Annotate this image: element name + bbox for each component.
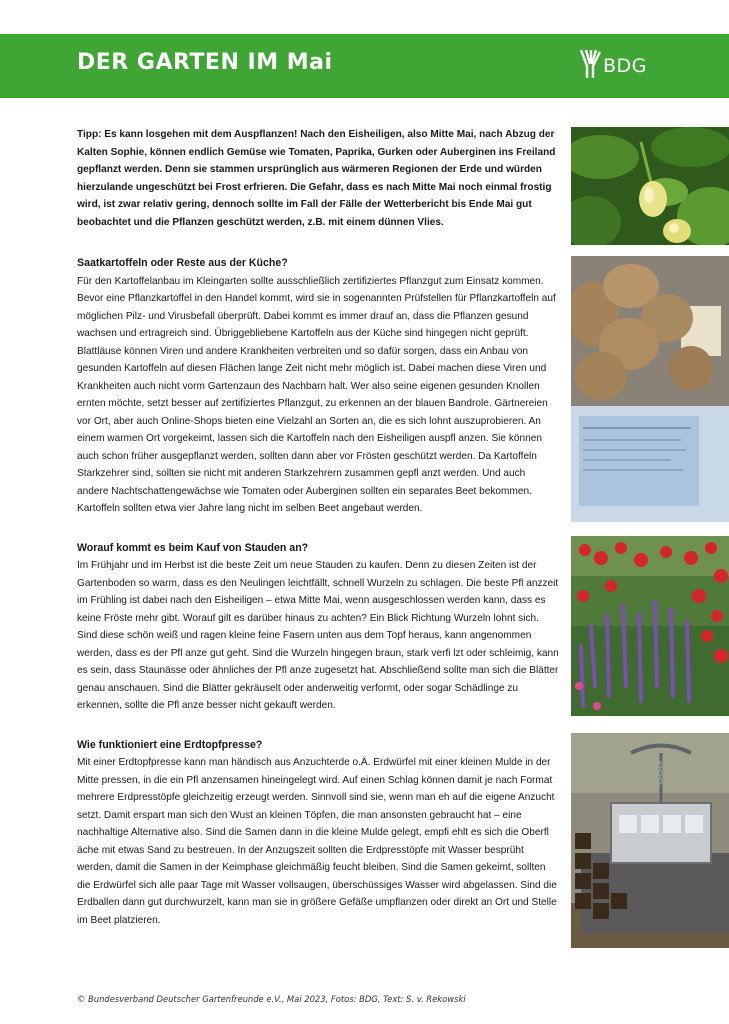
photo-soil-block-press xyxy=(571,733,729,948)
photo-seed-potatoes xyxy=(571,256,729,522)
page-title: DER GARTEN IM Mai xyxy=(77,50,333,75)
intro-tip: Tipp: Es kann losgehen mit dem Auspflanzen! Nach den Eisheiligen, also Mitte Mai, nach Abzug der Kalten Sophie, können endlich Gemüse wie Tomaten, Paprika, Gurken oder Auberginen ins Freiland gepflanzt werden. Denn sie stammen ursprünglich aus wärmeren Regionen der Erde und würden hierzulande ungeschützt bei Frost erfrieren. Die Gefahr, dass es nach Mitte Mai noch einmal frostig wird, ist zwar relativ gering, dennoch sollte im Fall der Fälle der Wetterbericht bis Ende Mai gut beobachtet und die Pflanzen geschützt werden, z.B. mit einem dünnen Vlies. xyxy=(77,129,556,228)
section-heading-potatoes: Saatkartoffeln oder Reste aus der Küche? xyxy=(77,257,288,269)
section-body-potatoes: Für den Kartoffelanbau im Kleingarten sollte ausschließlich zertifiziertes Pflanzgut zum Einsatz kommen. Bevor eine Pflanzkartoffel in den Handel kommt, wird sie in sogenannten Prüfstellen für Pflanzkartoffeln auf möglichen Pilz- und Virusbefall überprüft. Dabei kommt es immer drauf an, dass die Pflanzen gesund wachsen und ertragreich sind. Übriggebliebene Kartoffeln aus der Küche sind hingegen nicht geprüft. Blattläuse können Viren und andere Krankheiten verbreiten und so dafür sorgen, dass ein Anbau von gesunden Kartoffeln auf diesen Flächen lange Zeit nicht mehr möglich ist. Dabei machen diese Viren und Krankheiten auch nicht vorm Gartenzaun des Nachbarn halt. Wer also seine eigenen gesunden Knollen ernten möchte, setzt besser auf zertifiziertes Pflanzgut, zu erkennen an der blauen Bandrole. Gärtnereien vor Ort, aber auch Online-Shops bieten eine Vielzahl an Sorten an, die es sich lohnt auszuprobieren. An einem warmen Ort vorgekeimt, lassen sich die Kartoffeln nach den Eisheiligen auspfl anzen. Sie können auch schon früher ausgepflanzt werden, sollten dann aber vor Frösten geschützt werden. Da Kartoffeln Starkzehrer sind, sollten sie nicht mit anderen Starkzehrern zusammen gepfl anzt werden. Und auch andere Nachtschattengewächse wie Tomaten oder Auberginen sollten ein separates Beet bekommen. Kartoffeln sollten etwa vier Jahre lang nicht im selben Beet angebaut werden. xyxy=(77,275,556,514)
bdg-logo-mark-icon xyxy=(579,48,601,80)
article-body xyxy=(77,126,559,951)
footer-credit: © Bundesverband Deutscher Gartenfreunde e.V., Mai 2023, Fotos: BDG, Text: S. v. Rekowski xyxy=(77,994,466,1004)
bdg-logo xyxy=(579,48,659,80)
bdg-logo-text: BDG xyxy=(603,55,647,77)
section-body-soil-block-press: Mit einer Erdtopfpresse kann man händisch aus Anzuchterde o.Ä. Erdwürfel mit einer kleinen Mulde in der Mitte pressen, in die ein Pfl anzensamen hineingelegt wird. Auf einen Schlag können damit je nach Format mehrere Erdpresstöpfe gleichzeitig erzeugt werden. Sinnvoll sind sie, wenn man eh auf die eigene Anzucht setzt. Damit erspart man sich den Wust an kleinen Töpfen, die man ansonsten gebraucht hat – eine nachhaltige Alternative also. Sind die Samen dann in die kleine Mulde gelegt, empfi ehlt es sich die Oberfl äche mit etwas Sand zu bestreuen. In der Anzugszeit sollten die Erdpresstöpfe mit Wasser besprüht werden, damit die Samen in der Keimphase gleichmäßig feucht bleiben. Sind die Samen gekeimt, sollten die Erdwürfel sich alle paar Tage mit Wasser vollsaugen, überschüssiges Wasser wird abgelassen. Sind die Erdballen dann gut durchwurzelt, kann man sie in größere Gefäße umpflanzen oder direkt an Ort und Stelle im Beet platzieren. xyxy=(77,757,557,926)
photo-perennials xyxy=(571,536,729,716)
section-body-perennials: Im Frühjahr und im Herbst ist die beste Zeit um neue Stauden zu kaufen. Denn zu diesen Zeiten ist der Gartenboden so warm, dass es den Neulingen leichtfällt, schnell Wurzeln zu schlagen. Die beste Pfl anzzeit im Frühling ist dabei nach den Eisheiligen – etwa Mitte Mai, wenn ausgeschlossen werden kann, dass es keine Fröste mehr gibt. Worauf gilt es darüber hinaus zu achten? Ein Blick Richtung Wurzeln lohnt sich. Sind diese schön weiß und ragen kleine feine Fasern unten aus dem Topf heraus, kann angenommen werden, dass es der Pfl anze gut geht. Sind die Wurzeln hingegen braun, stark verfi lzt oder schleimig, kann es sein, dass Staunässe oder ähnliches der Pfl anze zugesetzt hat. Abschließend sollte man sich die Blätter genau anschauen. Sind die Blätter gekräuselt oder anderweitig verformt, oder sogar Schädlinge zu erkennen, sollte die Pfl anze besser nicht gekauft werden. xyxy=(77,560,559,711)
section-heading-perennials: Worauf kommt es beim Kauf von Stauden an? xyxy=(77,541,309,554)
section-heading-soil-block-press: Wie funktioniert eine Erdtopfpresse? xyxy=(77,738,263,751)
page-header xyxy=(0,34,729,98)
photo-peppers xyxy=(571,127,729,245)
